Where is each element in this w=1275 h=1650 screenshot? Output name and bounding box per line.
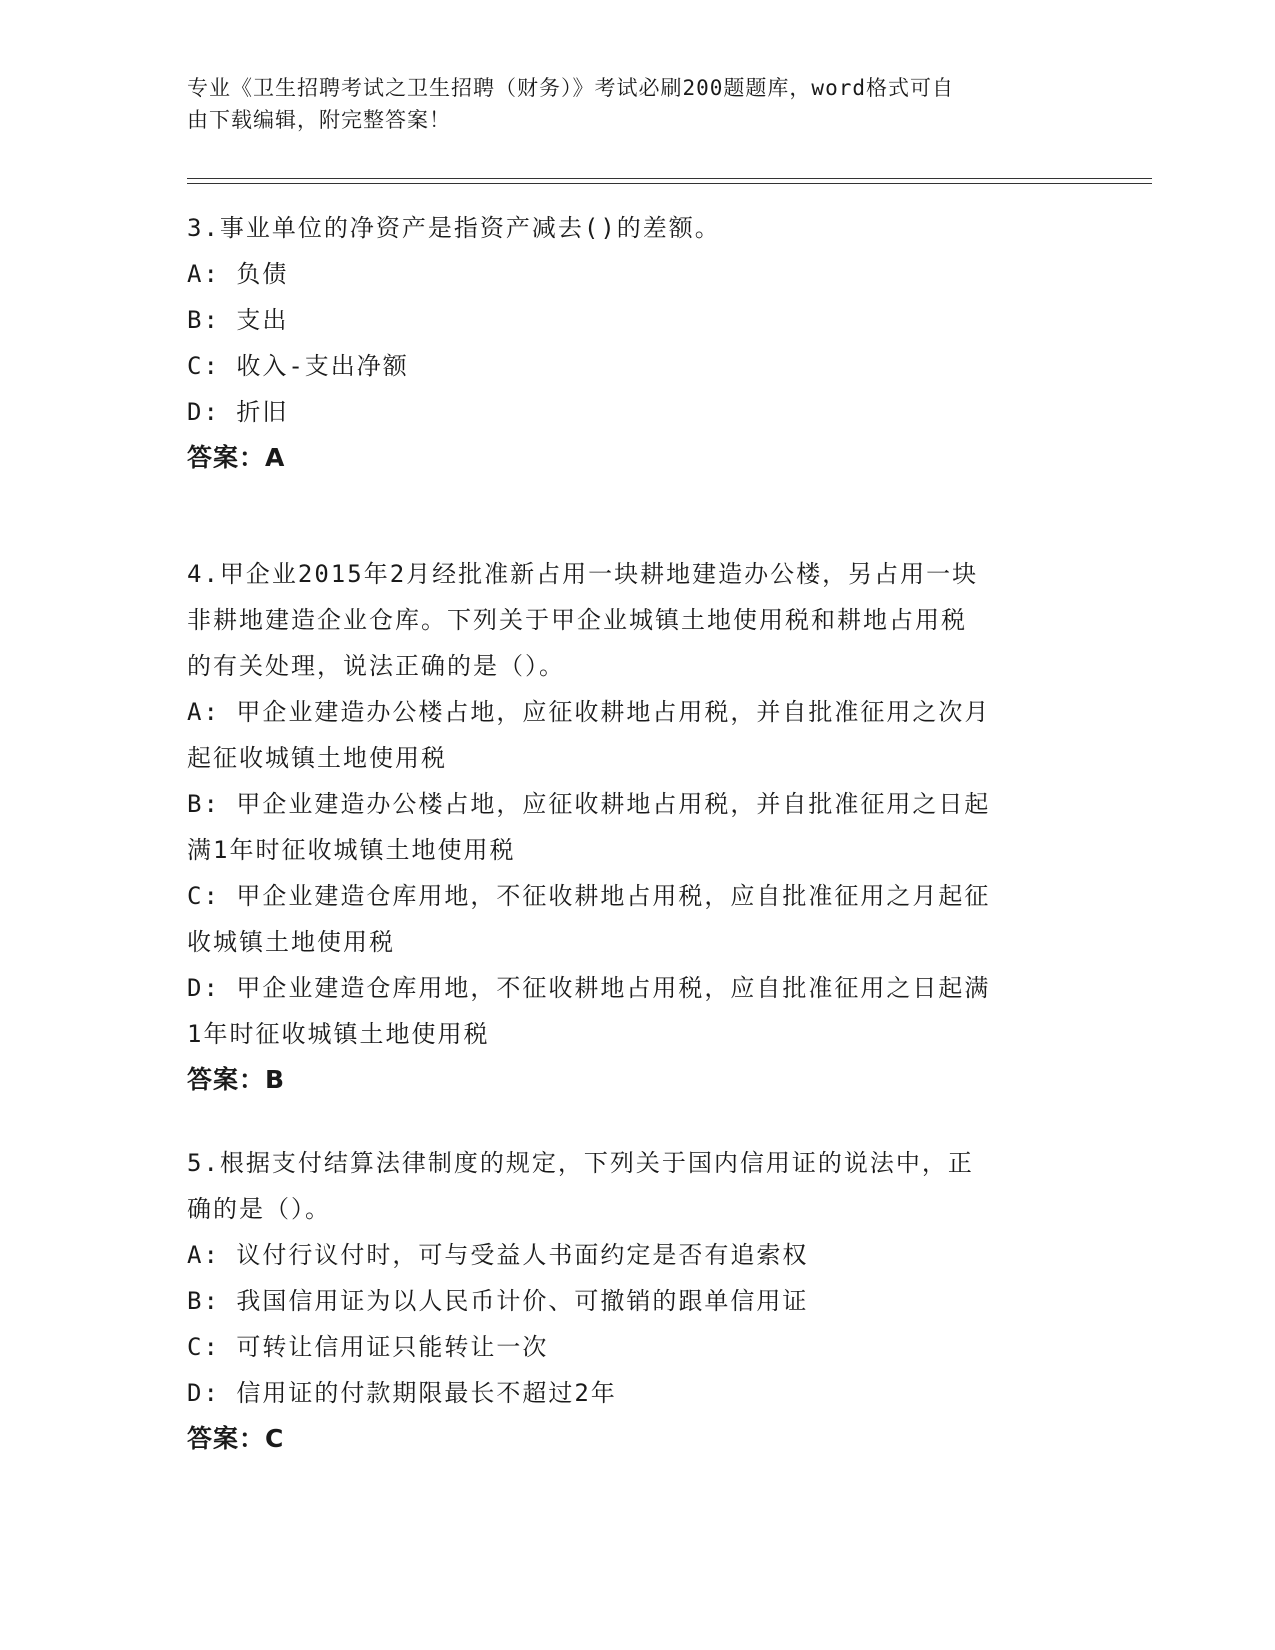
question-stem-line: 4.甲企业2015年2月经批准新占用一块耕地建造办公楼，另占用一块 bbox=[187, 560, 979, 588]
question-3 bbox=[187, 205, 1077, 481]
option-b: B: 我国信用证为以人民币计价、可撤销的跟单信用证 bbox=[187, 1287, 809, 1315]
option-d: D: 折旧 bbox=[187, 398, 289, 426]
option-b: B: 甲企业建造办公楼占地，应征收耕地占用税，并自批准征用之日起 bbox=[187, 790, 991, 818]
question-stem-line: 3.事业单位的净资产是指资产减去()的差额。 bbox=[187, 214, 721, 242]
option-d: D: 信用证的付款期限最长不超过2年 bbox=[187, 1379, 617, 1407]
question-stem-line: 的有关处理，说法正确的是（）。 bbox=[187, 652, 565, 680]
answer: 答案：A bbox=[187, 443, 286, 472]
option-c-continued: 收城镇土地使用税 bbox=[187, 928, 395, 956]
option-d-continued: 1年时征收城镇土地使用税 bbox=[187, 1020, 490, 1048]
option-c: C: 收入-支出净额 bbox=[187, 352, 409, 380]
option-a-continued: 起征收城镇土地使用税 bbox=[187, 744, 447, 772]
option-a: A: 负债 bbox=[187, 260, 289, 288]
question-4 bbox=[187, 551, 1077, 1103]
header-line-2: 由下载编辑，附完整答案！ bbox=[187, 108, 451, 132]
answer: 答案：C bbox=[187, 1424, 285, 1453]
option-c: C: 甲企业建造仓库用地，不征收耕地占用税，应自批准征用之月起征 bbox=[187, 882, 991, 910]
question-5 bbox=[187, 1140, 1077, 1462]
header-line-1: 专业《卫生招聘考试之卫生招聘（财务）》考试必刷200题题库，word格式可自 bbox=[187, 76, 954, 100]
header-divider-bottom bbox=[187, 183, 1152, 184]
question-stem-line: 确的是（）。 bbox=[187, 1195, 331, 1223]
question-stem-line: 非耕地建造企业仓库。下列关于甲企业城镇土地使用税和耕地占用税 bbox=[187, 606, 967, 634]
document-header bbox=[187, 72, 1067, 136]
option-d: D: 甲企业建造仓库用地，不征收耕地占用税，应自批准征用之日起满 bbox=[187, 974, 991, 1002]
header-divider-top bbox=[187, 178, 1152, 179]
question-stem-line: 5.根据支付结算法律制度的规定，下列关于国内信用证的说法中，正 bbox=[187, 1149, 974, 1177]
option-a: A: 甲企业建造办公楼占地，应征收耕地占用税，并自批准征用之次月 bbox=[187, 698, 991, 726]
option-a: A: 议付行议付时，可与受益人书面约定是否有追索权 bbox=[187, 1241, 809, 1269]
option-b: B: 支出 bbox=[187, 306, 289, 334]
option-b-continued: 满1年时征收城镇土地使用税 bbox=[187, 836, 516, 864]
option-c: C: 可转让信用证只能转让一次 bbox=[187, 1333, 549, 1361]
answer: 答案：B bbox=[187, 1065, 286, 1094]
